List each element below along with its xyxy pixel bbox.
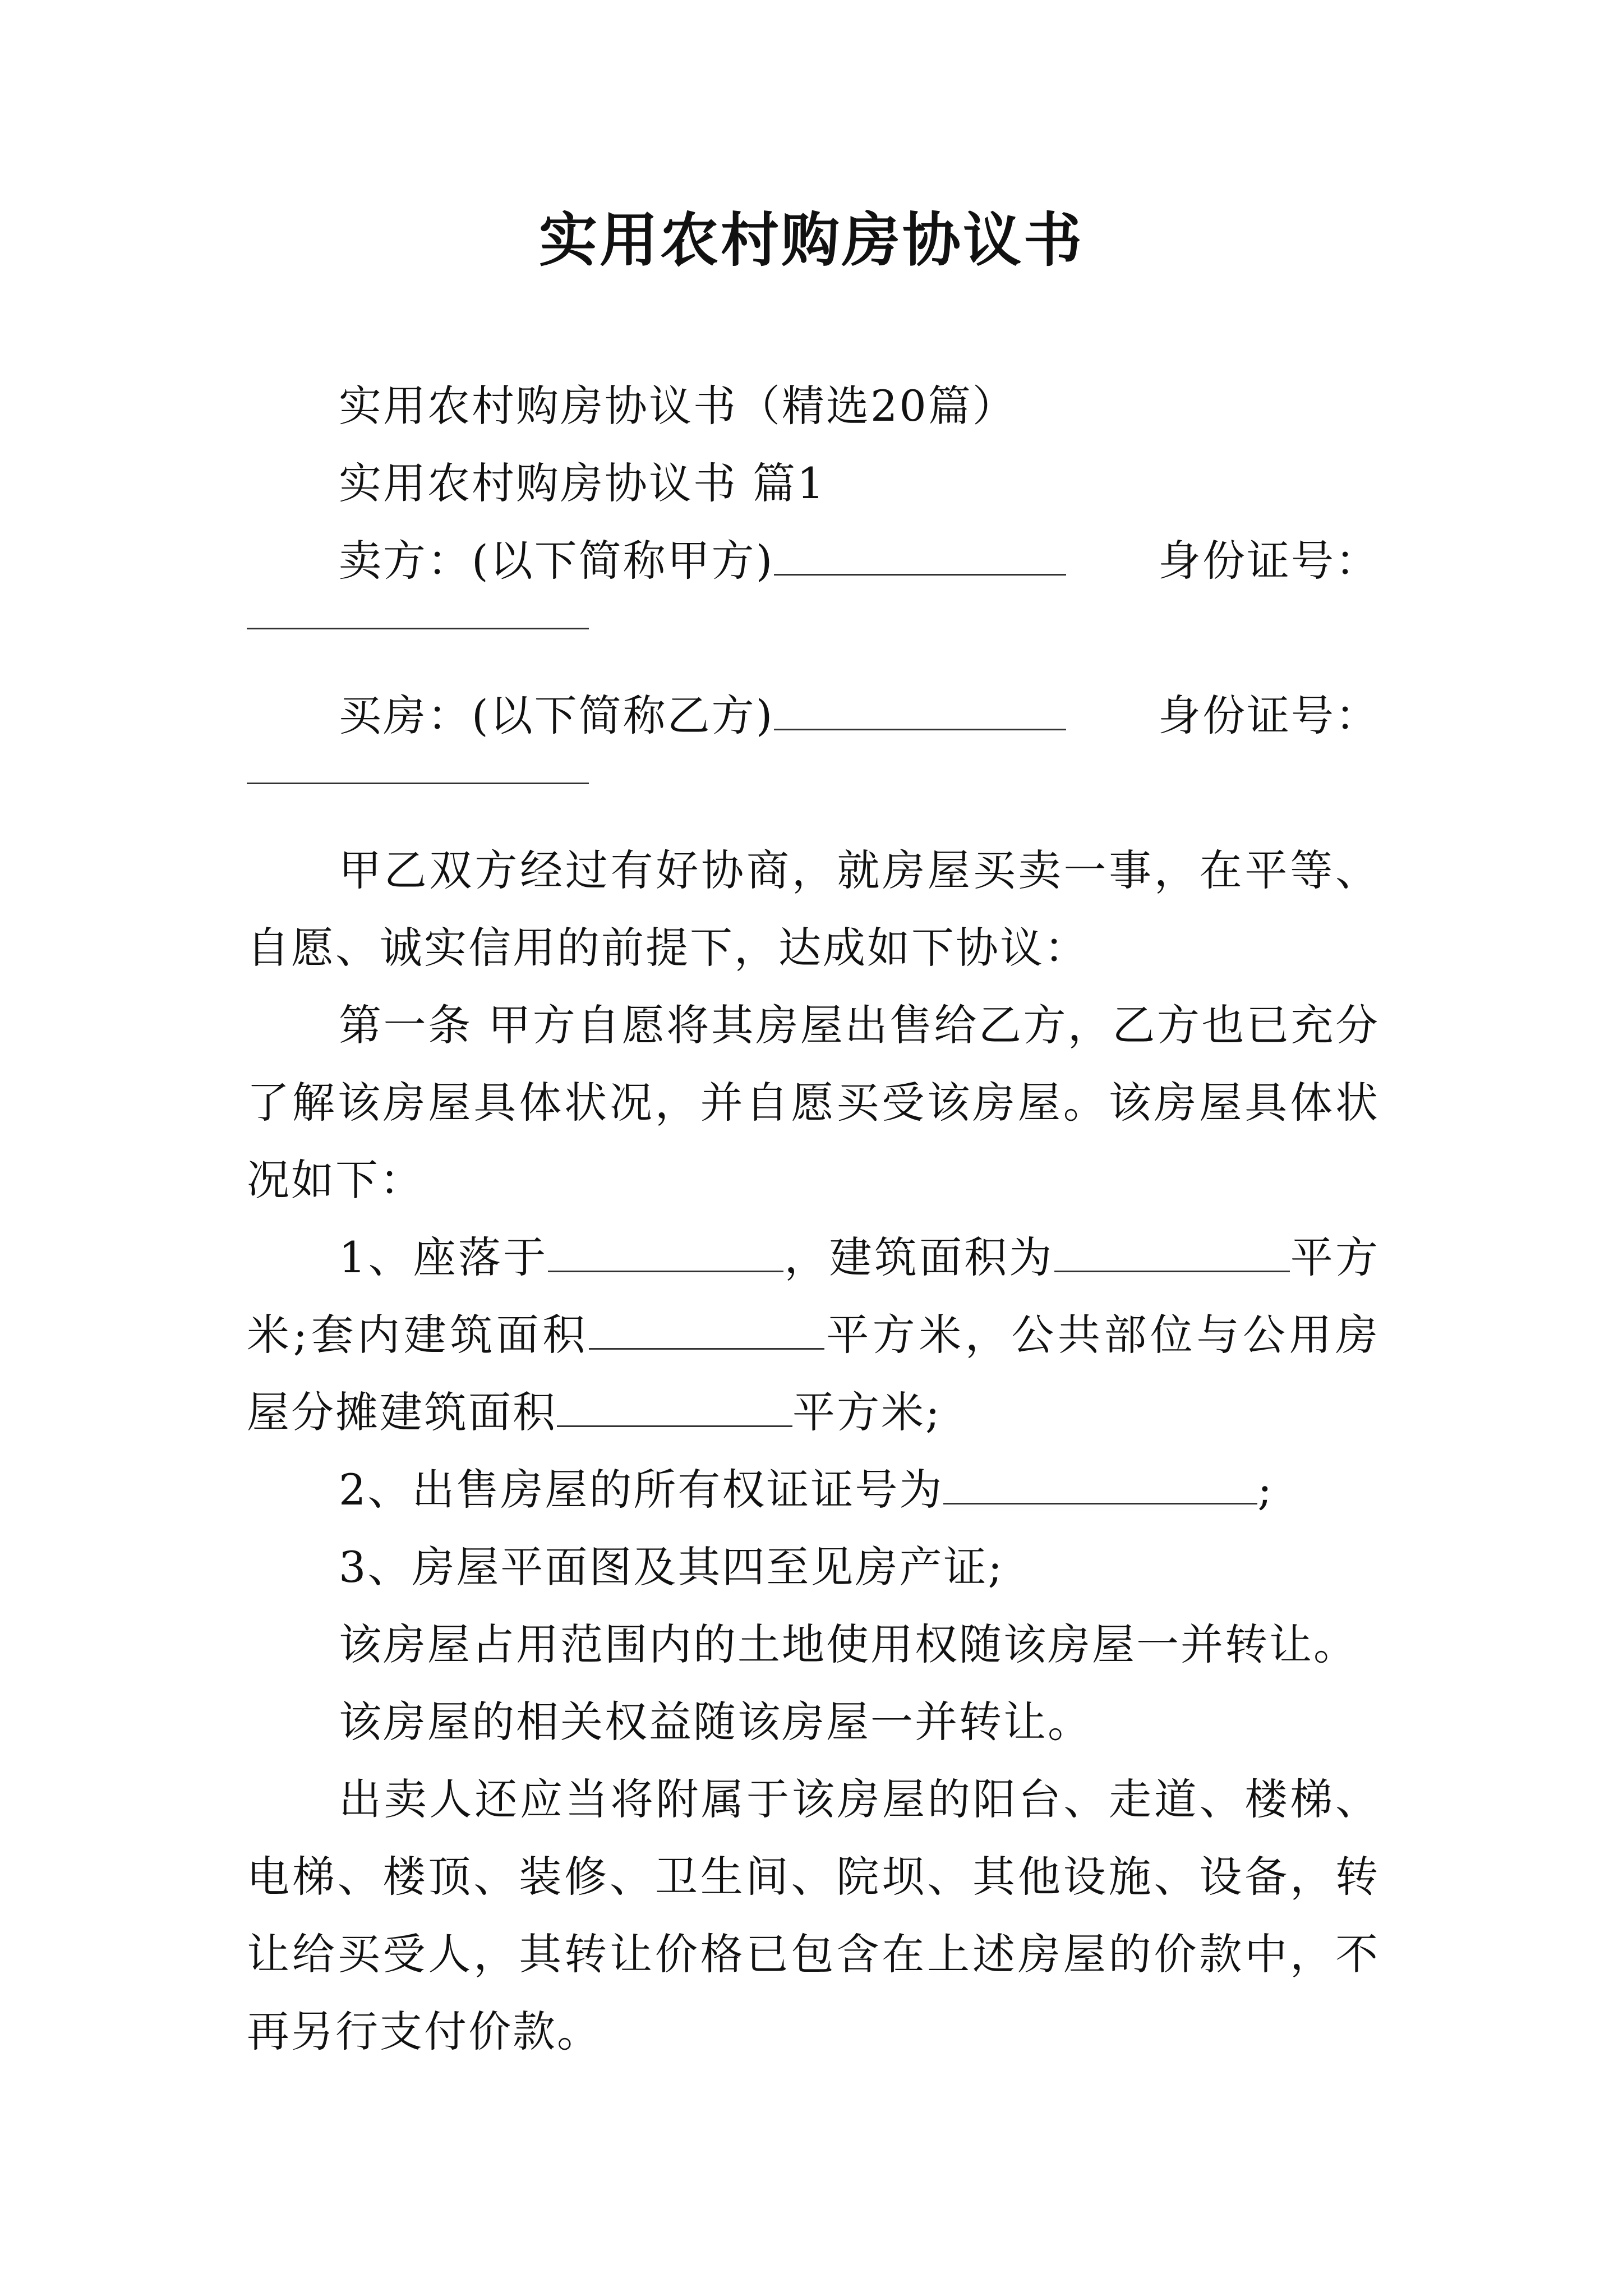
buyer-id-blank — [247, 783, 589, 784]
item2-label: 2、出售房屋的所有权证证号为 — [339, 1465, 944, 1515]
item2-end: ; — [1257, 1465, 1274, 1515]
item1-location-label: 1、座落于 — [339, 1232, 548, 1282]
seller-id-blank — [247, 628, 589, 629]
item1-shared-area-label: 平方米，公共部位与公用房屋分摊建筑面积 — [247, 1310, 1380, 1437]
building-area-blank — [1054, 1237, 1290, 1272]
buyer-line — [247, 677, 1380, 754]
item1-area-label: ，建筑面积为 — [783, 1232, 1054, 1282]
item-1 — [247, 1219, 1380, 1451]
attachments-paragraph: 出卖人还应当将附属于该房屋的阳台、走道、楼梯、电梯、楼顶、装修、卫生间、院坝、其他设施、设备，转让给买受人，其转让价格已包含在上述房屋的价款中，不再另行支付价款。 — [247, 1774, 1380, 2056]
buyer-id-row — [247, 754, 1380, 832]
rights-paragraph: 该房屋的相关权益随该房屋一并转让。 — [339, 1697, 1092, 1747]
buyer-id-label: 身份证号： — [1158, 691, 1380, 740]
intro-paragraph: 甲乙双方经过有好协商，就房屋买卖一事，在平等、自愿、诚实信用的前提下，达成如下协议： — [247, 845, 1380, 973]
buyer-label: 买房：(以下简称乙方) — [339, 691, 774, 740]
seller-line — [247, 522, 1380, 600]
certificate-number-blank — [943, 1469, 1257, 1504]
document-title: 实用农村购房协议书 — [538, 205, 1084, 274]
seller-name-blank — [774, 540, 1066, 576]
document-body — [247, 367, 1380, 2070]
seller-id-row — [247, 600, 1380, 677]
item1-unit: 平方米; — [792, 1387, 942, 1437]
seller-id-label: 身份证号： — [1158, 536, 1380, 586]
location-blank — [548, 1237, 783, 1272]
section-heading: 实用农村购房协议书 篇1 — [339, 458, 826, 508]
item-2 — [247, 1451, 1380, 1529]
shared-area-blank — [557, 1392, 792, 1427]
article-1: 第一条 甲方自愿将其房屋出售给乙方，乙方也已充分了解该房屋具体状况，并自愿买受该房屋。该房屋具体状况如下： — [247, 1000, 1380, 1205]
seller-label: 卖方：(以下简称甲方) — [339, 536, 774, 586]
land-use-paragraph: 该房屋占用范围内的土地使用权随该房屋一并转让。 — [339, 1619, 1358, 1669]
item1-inner-area-label: 平方米;套内建筑面积 — [247, 1232, 1380, 1360]
buyer-name-blank — [774, 695, 1066, 730]
inner-area-blank — [589, 1314, 824, 1350]
subtitle: 实用农村购房协议书（精选20篇） — [339, 381, 1017, 431]
item-3: 3、房屋平面图及其四至见房产证; — [339, 1542, 1004, 1592]
